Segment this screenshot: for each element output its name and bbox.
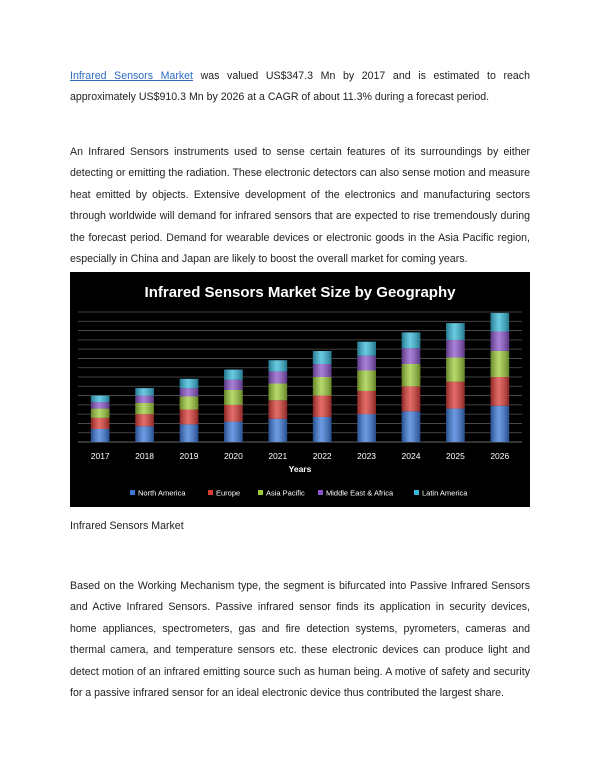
bar-segment bbox=[180, 424, 199, 442]
bar-segment bbox=[402, 386, 421, 411]
x-tick-label: 2026 bbox=[490, 451, 510, 461]
bar-segment bbox=[313, 364, 332, 377]
bar-shade bbox=[490, 377, 509, 406]
bar-shade bbox=[313, 377, 332, 396]
figure-caption: Infrared Sensors Market bbox=[70, 520, 184, 532]
bar-shade bbox=[313, 417, 332, 442]
bars bbox=[91, 313, 509, 442]
bar-segment bbox=[180, 379, 199, 388]
x-tick-label: 2025 bbox=[445, 451, 465, 461]
bar-shade bbox=[357, 371, 376, 391]
legend-swatch bbox=[208, 490, 213, 495]
bar-shade bbox=[180, 379, 199, 388]
x-axis-label: Years bbox=[288, 464, 312, 474]
bar-shade bbox=[91, 402, 110, 409]
bar-shade bbox=[402, 348, 421, 364]
legend-item bbox=[258, 489, 305, 498]
legend-swatch bbox=[318, 490, 323, 495]
bar-shade bbox=[91, 409, 110, 418]
bar-segment bbox=[268, 371, 287, 383]
legend bbox=[130, 489, 468, 498]
bar-segment bbox=[357, 342, 376, 356]
bar-segment bbox=[135, 403, 154, 414]
bar-segment bbox=[268, 419, 287, 442]
bar-shade bbox=[224, 380, 243, 390]
intro-paragraph bbox=[70, 66, 530, 109]
bar-segment bbox=[135, 388, 154, 395]
bar-shade bbox=[224, 422, 243, 442]
bar-segment bbox=[135, 426, 154, 442]
bar-segment bbox=[224, 370, 243, 380]
market-size-chart bbox=[70, 272, 530, 507]
bar-shade bbox=[135, 403, 154, 414]
bar-shade bbox=[135, 388, 154, 395]
legend-label: North America bbox=[138, 488, 186, 498]
bar-segment bbox=[180, 388, 199, 396]
x-tick-labels bbox=[91, 451, 510, 461]
intro-text: was valued US$347.3 Mn by 2017 and is estimated to reach approximately US$910.3 Mn by 2026 at a CAGR of about 11.3% during a forecast period. bbox=[70, 70, 530, 104]
bar-segment bbox=[91, 402, 110, 409]
legend-item bbox=[318, 489, 394, 498]
x-tick-label: 2020 bbox=[223, 451, 243, 461]
bar-shade bbox=[180, 388, 199, 396]
legend-label: Middle East & Africa bbox=[326, 488, 394, 498]
legend-item bbox=[208, 489, 240, 498]
legend-label: Asia Pacific bbox=[266, 488, 305, 498]
bar-shade bbox=[490, 313, 509, 332]
bar-segment bbox=[180, 410, 199, 425]
x-tick-label: 2023 bbox=[357, 451, 377, 461]
bar-shade bbox=[91, 429, 110, 442]
chart-svg bbox=[70, 272, 530, 507]
bar-shade bbox=[357, 414, 376, 442]
bar-shade bbox=[446, 409, 465, 442]
bar-segment bbox=[135, 414, 154, 426]
bar-segment bbox=[490, 406, 509, 442]
bar-segment bbox=[268, 360, 287, 371]
bar-segment bbox=[402, 411, 421, 442]
bar-shade bbox=[490, 351, 509, 377]
bar-shade bbox=[180, 410, 199, 425]
bar-segment bbox=[180, 397, 199, 410]
market-link[interactable]: Infrared Sensors Market bbox=[70, 70, 193, 82]
bar-segment bbox=[268, 384, 287, 401]
bar-segment bbox=[224, 380, 243, 390]
bar-shade bbox=[313, 396, 332, 417]
bar-segment bbox=[91, 429, 110, 442]
bar-shade bbox=[446, 382, 465, 409]
bar-shade bbox=[135, 396, 154, 403]
bar-shade bbox=[135, 426, 154, 442]
bar-segment bbox=[490, 351, 509, 377]
bar-segment bbox=[402, 332, 421, 348]
bar-shade bbox=[180, 424, 199, 442]
x-tick-label: 2021 bbox=[268, 451, 288, 461]
legend-swatch bbox=[130, 490, 135, 495]
bar-shade bbox=[224, 370, 243, 380]
bar-shade bbox=[402, 411, 421, 442]
bar-shade bbox=[402, 332, 421, 348]
bar-segment bbox=[91, 418, 110, 429]
bar-segment bbox=[357, 356, 376, 371]
bar-segment bbox=[357, 391, 376, 414]
bar-shade bbox=[402, 364, 421, 386]
legend-label: Europe bbox=[216, 488, 241, 498]
bar-segment bbox=[402, 348, 421, 364]
bar-shade bbox=[357, 356, 376, 371]
bar-segment bbox=[91, 396, 110, 403]
bar-shade bbox=[268, 360, 287, 371]
bar-shade bbox=[224, 405, 243, 422]
bar-shade bbox=[446, 358, 465, 382]
bar-segment bbox=[224, 405, 243, 422]
bar-segment bbox=[446, 409, 465, 442]
bar-shade bbox=[446, 340, 465, 358]
bar-segment bbox=[446, 323, 465, 340]
bar-shade bbox=[446, 323, 465, 340]
bar-segment bbox=[313, 417, 332, 442]
bar-shade bbox=[268, 371, 287, 383]
bar-shade bbox=[490, 406, 509, 442]
chart-title: Infrared Sensors Market Size by Geography bbox=[144, 284, 456, 301]
legend-label: Latin America bbox=[422, 488, 468, 498]
bar-segment bbox=[490, 332, 509, 352]
bar-shade bbox=[91, 418, 110, 429]
bar-shade bbox=[268, 419, 287, 442]
bar-shade bbox=[91, 396, 110, 403]
legend-swatch bbox=[258, 490, 263, 495]
bar-shade bbox=[180, 397, 199, 410]
bar-segment bbox=[357, 414, 376, 442]
legend-item bbox=[130, 489, 186, 498]
bar-segment bbox=[402, 364, 421, 386]
legend-item bbox=[414, 489, 468, 498]
bar-shade bbox=[268, 384, 287, 401]
bar-shade bbox=[313, 351, 332, 364]
bar-segment bbox=[224, 422, 243, 442]
bar-segment bbox=[446, 358, 465, 382]
bar-segment bbox=[446, 382, 465, 409]
x-tick-label: 2024 bbox=[401, 451, 421, 461]
bar-segment bbox=[313, 377, 332, 396]
x-tick-label: 2018 bbox=[135, 451, 155, 461]
description-paragraph: An Infrared Sensors instruments used to sense certain features of its surroundings by either detecting or emitting the radiation. These electronic detectors can also sense motion and measure heat emitted by objects. Extensive development of the electronics and manufacturing sectors through worldwide will demand for infrared sensors that are expected to rise tremendously during the forecast period. Demand for wearable devices or electronic goods in the Asia Pacific region, especially in China and Japan are likely to boost the overall market for coming years. bbox=[70, 146, 530, 266]
bar-segment bbox=[224, 390, 243, 405]
bar-shade bbox=[490, 332, 509, 352]
bar-shade bbox=[357, 342, 376, 356]
bar-segment bbox=[490, 377, 509, 406]
bar-segment bbox=[313, 351, 332, 364]
bar-shade bbox=[357, 391, 376, 414]
bar-segment bbox=[268, 400, 287, 419]
bar-shade bbox=[224, 390, 243, 405]
legend-swatch bbox=[414, 490, 419, 495]
x-tick-label: 2019 bbox=[179, 451, 199, 461]
x-tick-label: 2022 bbox=[312, 451, 332, 461]
bar-segment bbox=[313, 396, 332, 417]
x-tick-label: 2017 bbox=[90, 451, 110, 461]
bar-segment bbox=[490, 313, 509, 332]
bar-segment bbox=[91, 409, 110, 418]
mechanism-paragraph: Based on the Working Mechanism type, the segment is bifurcated into Passive Infrared Sensors and Active Infrared Sensors. Passive infrared sensor finds its application in security devices, home appliances, spectrometers, gas and fire detection systems, pyrometers, cameras and thermal camera, and temperature sensors etc. these electronic devices can produce light and detect motion of an infrared emitting source such as human being. A motive of safety and security for a passive infrared sensor for an ideal electronic device thus contributed the largest share. bbox=[70, 580, 530, 700]
bar-segment bbox=[357, 371, 376, 391]
bar-shade bbox=[135, 414, 154, 426]
bar-shade bbox=[313, 364, 332, 377]
bar-segment bbox=[446, 340, 465, 358]
bar-segment bbox=[135, 396, 154, 403]
bar-shade bbox=[402, 386, 421, 411]
bar-shade bbox=[268, 400, 287, 419]
